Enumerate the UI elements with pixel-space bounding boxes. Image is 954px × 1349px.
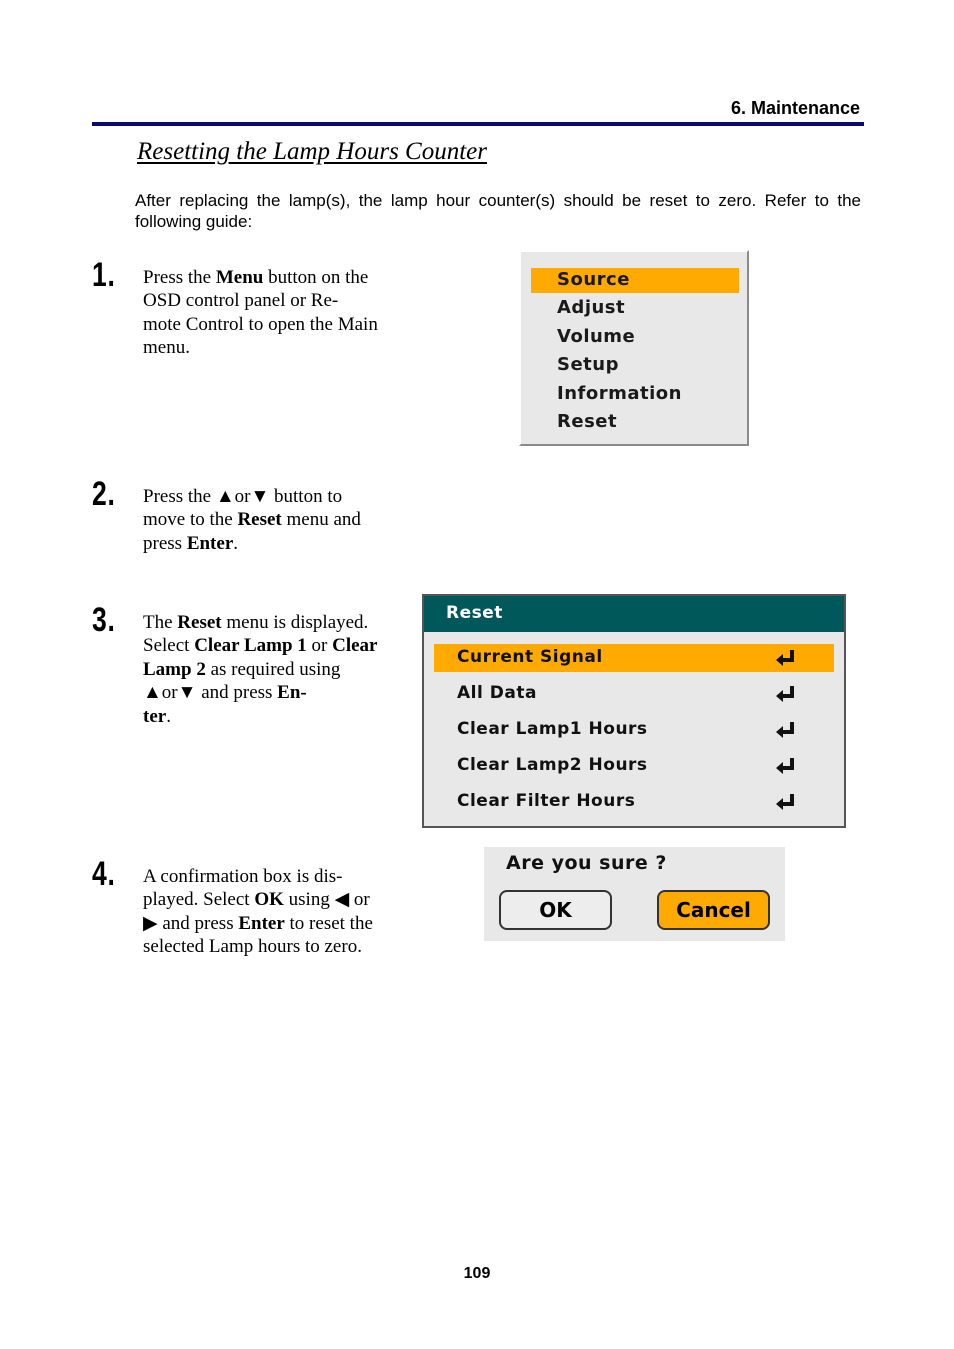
reset-item-label: Clear Lamp1 Hours <box>457 719 648 739</box>
page-number: 109 <box>463 1265 491 1282</box>
step-number-2: 2. <box>92 475 116 513</box>
enter-return-icon <box>774 757 796 775</box>
step-number-3: 3. <box>92 601 116 639</box>
running-header: 6. Maintenance <box>730 98 860 118</box>
cancel-button[interactable]: Cancel <box>657 890 770 930</box>
main-menu-item-reset[interactable]: Reset <box>557 411 618 432</box>
confirmation-question: Are you sure ? <box>506 852 667 874</box>
step-text-4: A confirmation box is dis- played. Select OK using ◀ or ▶ and press Enter to reset the selected Lamp hours to zero. <box>143 866 373 958</box>
reset-item-label: Current Signal <box>457 647 603 667</box>
main-menu-item-volume[interactable]: Volume <box>557 326 636 347</box>
reset-menu-title-bar <box>424 596 844 632</box>
enter-return-icon <box>774 721 796 739</box>
reset-item-label: All Data <box>457 683 537 703</box>
reset-item-label: Clear Filter Hours <box>457 791 636 811</box>
reset-item-current-signal[interactable] <box>434 644 834 672</box>
reset-item-label: Clear Lamp2 Hours <box>457 755 648 775</box>
enter-return-icon <box>774 793 796 811</box>
reset-item-clear-filter-hours[interactable] <box>434 788 834 816</box>
confirmation-dialog <box>484 847 785 941</box>
step-text-1: Press the Menu button on the OSD control panel or Re- mote Control to open the Main menu. <box>143 267 378 359</box>
main-menu-item-adjust[interactable]: Adjust <box>557 297 626 318</box>
main-menu-item-information[interactable]: Information <box>557 383 682 404</box>
ok-button[interactable]: OK <box>499 890 612 930</box>
enter-return-icon <box>774 649 796 667</box>
step-text-2: Press the ▲or▼ button to move to the Reset menu and press Enter. <box>143 486 361 554</box>
section-title: Resetting the Lamp Hours Counter <box>137 138 487 165</box>
header-rule <box>92 122 864 126</box>
reset-menu-title: Reset <box>446 603 503 623</box>
main-menu-item-source[interactable]: Source <box>557 269 630 290</box>
reset-item-clear-lamp1-hours[interactable] <box>434 716 834 744</box>
step-number-1: 1. <box>92 256 116 294</box>
enter-return-icon <box>774 685 796 703</box>
reset-item-clear-lamp2-hours[interactable] <box>434 752 834 780</box>
osd-main-menu <box>519 250 749 446</box>
main-menu-item-setup[interactable]: Setup <box>557 354 619 375</box>
step-number-4: 4. <box>92 855 116 893</box>
intro-paragraph: After replacing the lamp(s), the lamp hour counter(s) should be reset to zero. Refer to the following guide: <box>135 191 861 231</box>
reset-item-all-data[interactable] <box>434 680 834 708</box>
osd-reset-menu <box>422 594 846 828</box>
step-text-3: The Reset menu is displayed. Select Clear Lamp 1 or Clear Lamp 2 as required using ▲or▼ and press En- ter. <box>143 612 378 727</box>
